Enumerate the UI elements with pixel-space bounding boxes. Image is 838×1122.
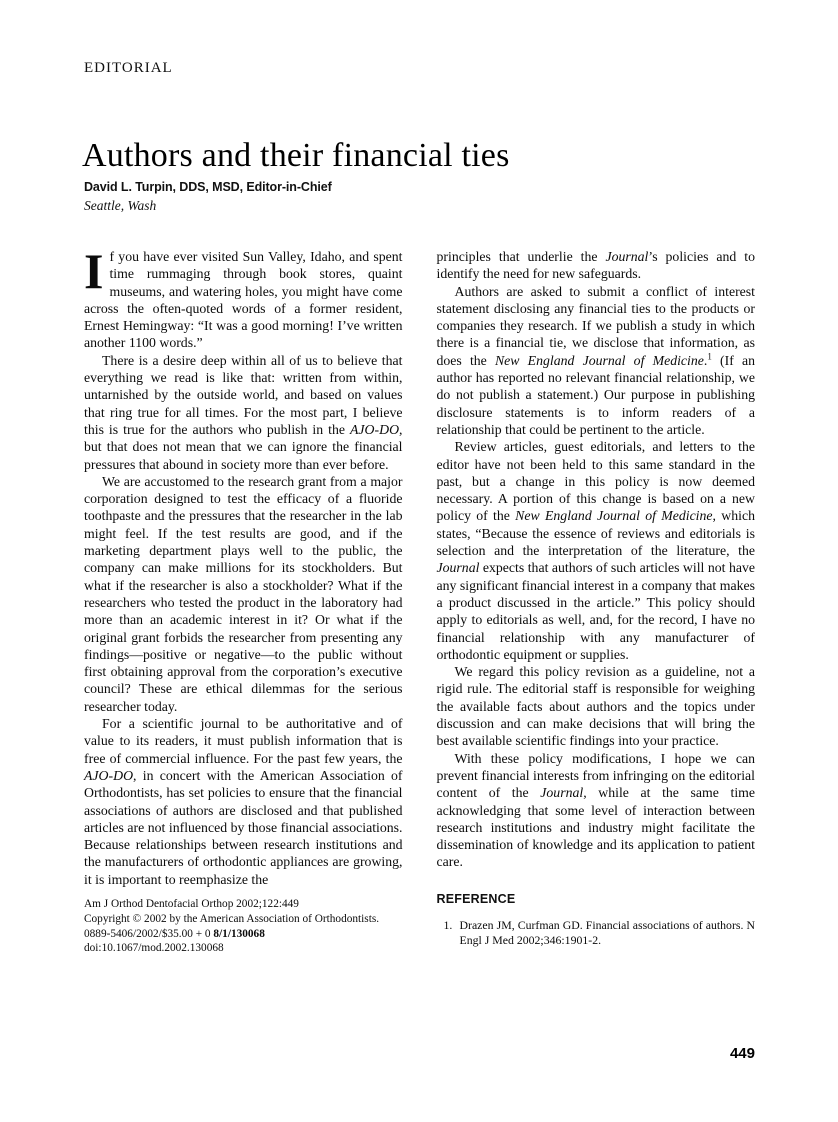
paragraph-text: f you have ever visited Sun Valley, Idaho, and spent time rummaging through book stores, quaint museums, and watering holes, you might have come across the often-quoted words of a former resident, Ernest Hemingway: “It was a good morning! I’ve written another 1100 words.” (84, 249, 403, 351)
body-paragraph: We regard this policy revision as a guideline, not a rigid rule. The editorial staff is responsible for weighing the available facts about authors and the topics under discussion and can make decisions that will bring the best available scientific findings into your practice. (436, 664, 755, 749)
reference-text: Drazen JM, Curfman GD. Financial associations of authors. N Engl J Med 2002;346:1901-2. (459, 917, 755, 948)
body-paragraph: principles that underlie the Journal’s policies and to identify the need for new safeguards. (436, 249, 755, 282)
footnote-citation-line: Am J Orthod Dentofacial Orthop 2002;122:449 (84, 898, 299, 911)
opening-paragraph (84, 243, 403, 352)
article-title: Authors and their financial ties (82, 136, 510, 174)
drop-cap: I (84, 243, 104, 299)
right-column (437, 248, 756, 956)
page-number: 449 (729, 1045, 755, 1062)
reference-section (437, 891, 756, 949)
footnote-price-code-line: 0889-5406/2002/$35.00 + 0 8/1/130068 (84, 927, 265, 940)
footnote-copyright-line: Copyright © 2002 by the American Association of Orthodontists. (84, 912, 380, 925)
left-column (84, 243, 403, 956)
footnote-block (84, 897, 403, 956)
footnote-doi-line: doi:10.1067/mod.2002.130068 (84, 942, 224, 955)
reference-heading: REFERENCE (436, 891, 516, 906)
article-body (84, 243, 756, 956)
body-paragraph: There is a desire deep within all of us to believe that everything we read is like that: written from within, untarnished by the outside world, and based on values that ring true for all times. For the most part, I believe this is true for the authors who publish in the AJO-DO, but that does not mean that we can ignore the financial pressures that abound in society more than ever before. (84, 352, 403, 472)
body-paragraph: We are accustomed to the research grant from a major corporation designed to test the efficacy of a fluoride toothpaste and the pressures that the researcher in the lab might feel. If the test results are good, and if the marketing department plays well to the public, the company can make millions for its stockholders. But what if the researcher is also a stockholder? What if the researchers who tested the product in the laboratory had more than an academic interest in it? Or what if the original grant forbids the researcher from presenting any findings—positive or negative—to the public without first obtaining approval from the corporation’s executive council? These are ethical dilemmas for the serious researcher today. (84, 473, 403, 714)
section-label: EDITORIAL (84, 60, 173, 76)
body-paragraph: Review articles, guest editorials, and letters to the editor have not been held to this same standard in the past, but a change in this policy is now deemed necessary. A portion of this change is based on a new policy of the New England Journal of Medicine, which states, “Because the essence of reviews and editorials is selection and the interpretation of the literature, the Journal expects that authors of such articles will not have any significant financial interest in a company that makes a product discussed in the article.” This policy should apply to editorials as well, and, for the record, I have no financial relationship with any manufacturer of orthodontic equipment or supplies. (436, 439, 755, 662)
body-paragraph: For a scientific journal to be authoritative and of value to its readers, it must publish information that is free of commercial influence. For the past few years, the AJO-DO, in concert with the American Association of Orthodontists, has set policies to ensure that the financial associations of authors are disclosed and that published articles are not influenced by those financial associations. Because relationships between research institutions and the manufacturers of orthodontic appliances are growing, it is important to reemphasize the (84, 716, 403, 887)
body-paragraph: Authors are asked to submit a conflict of interest statement disclosing any financial ties to the products or companies they research. If we publish a study in which there is a financial tie, we disclose that information, as does the New England Journal of Medicine.$^1$ (If an author has reported no relevant financial relationship, we do not publish a statement.) Our purpose in publishing disclosure statements is to inform readers of a relationship that could be pertinent to the article. (436, 283, 755, 437)
body-paragraph: With these policy modifications, I hope we can prevent financial interests from infringing on the editorial content of the Journal, while at the same time acknowledging that some level of interaction between research institutions and industry might facilitate the dissemination of knowledge and its application to patient care. (436, 750, 756, 870)
reference-number: 1. (443, 917, 453, 932)
author-location: Seattle, Wash (84, 198, 157, 213)
author-byline: David L. Turpin, DDS, MSD, Editor-in-Chief (84, 180, 332, 194)
reference-item (437, 918, 756, 948)
